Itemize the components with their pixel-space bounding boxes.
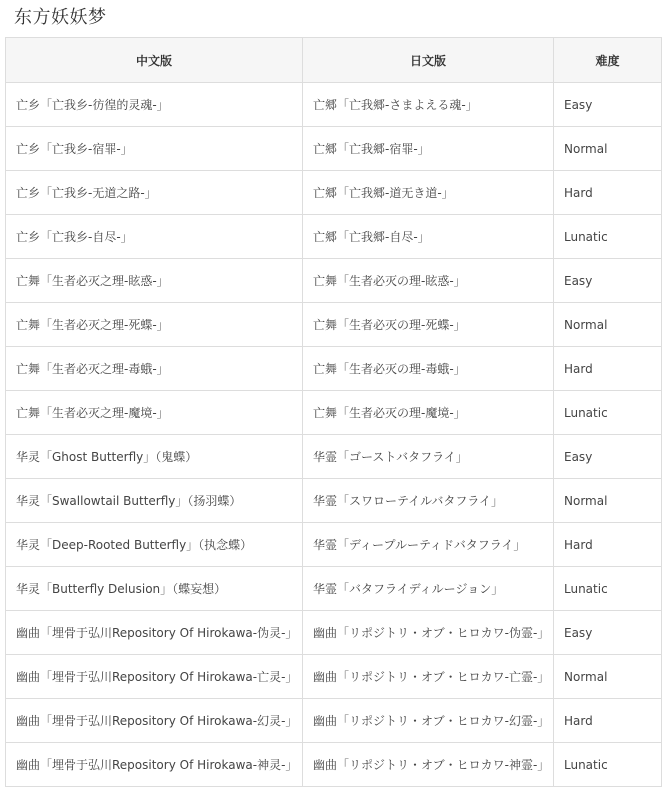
- table-row: [6, 347, 662, 391]
- table-row: [6, 127, 662, 171]
- cell-difficulty: Normal: [554, 303, 662, 347]
- cell-japanese-name: 亡郷「亡我郷-宿罪-」: [303, 127, 554, 171]
- cell-chinese-name: 幽曲「埋骨于弘川Repository Of Hirokawa-幻灵-」: [6, 699, 303, 743]
- table-row: [6, 259, 662, 303]
- cell-japanese-name: 华霊「ディープルーティドバタフライ」: [303, 523, 554, 567]
- table-row: [6, 83, 662, 127]
- table-row: [6, 303, 662, 347]
- cell-japanese-name: 亡舞「生者必灭の理-毒蛾-」: [303, 347, 554, 391]
- cell-difficulty: Normal: [554, 479, 662, 523]
- cell-chinese-name: 幽曲「埋骨于弘川Repository Of Hirokawa-伪灵-」: [6, 611, 303, 655]
- table-row: [6, 171, 662, 215]
- cell-chinese-name: 幽曲「埋骨于弘川Repository Of Hirokawa-神灵-」: [6, 743, 303, 787]
- table-row: [6, 699, 662, 743]
- column-header-japanese: 日文版: [303, 38, 554, 83]
- cell-chinese-name: 亡乡「亡我乡-无道之路-」: [6, 171, 303, 215]
- cell-chinese-name: 华灵「Swallowtail Butterfly」（扬羽蝶）: [6, 479, 303, 523]
- cell-japanese-name: 亡郷「亡我郷-さまよえる魂-」: [303, 83, 554, 127]
- table-row: [6, 743, 662, 787]
- table-row: [6, 523, 662, 567]
- cell-difficulty: Hard: [554, 171, 662, 215]
- page-title: 东方妖妖梦: [14, 7, 107, 28]
- table-row: [6, 215, 662, 259]
- cell-chinese-name: 华灵「Deep-Rooted Butterfly」（执念蝶）: [6, 523, 303, 567]
- table-row: [6, 655, 662, 699]
- cell-japanese-name: 幽曲「リポジトリ・オブ・ヒロカワ-幻霊-」: [303, 699, 554, 743]
- cell-difficulty: Easy: [554, 435, 662, 479]
- cell-difficulty: Normal: [554, 655, 662, 699]
- cell-japanese-name: 华霊「バタフライディルージョン」: [303, 567, 554, 611]
- cell-japanese-name: 幽曲「リポジトリ・オブ・ヒロカワ-神霊-」: [303, 743, 554, 787]
- cell-difficulty: Easy: [554, 259, 662, 303]
- cell-chinese-name: 亡乡「亡我乡-自尽-」: [6, 215, 303, 259]
- column-header-chinese: 中文版: [6, 38, 303, 83]
- cell-difficulty: Hard: [554, 347, 662, 391]
- cell-chinese-name: 亡舞「生者必灭之理-眩惑-」: [6, 259, 303, 303]
- cell-chinese-name: 亡舞「生者必灭之理-死蝶-」: [6, 303, 303, 347]
- table-row: [6, 435, 662, 479]
- cell-difficulty: Hard: [554, 699, 662, 743]
- cell-difficulty: Lunatic: [554, 743, 662, 787]
- column-header-difficulty: 难度: [554, 38, 662, 83]
- cell-japanese-name: 亡舞「生者必灭の理-死蝶-」: [303, 303, 554, 347]
- spell-card-table: [5, 37, 662, 787]
- cell-chinese-name: 华灵「Ghost Butterfly」（鬼蝶）: [6, 435, 303, 479]
- table-row: [6, 479, 662, 523]
- table-row: [6, 567, 662, 611]
- cell-japanese-name: 幽曲「リポジトリ・オブ・ヒロカワ-伪霊-」: [303, 611, 554, 655]
- cell-chinese-name: 亡舞「生者必灭之理-魔境-」: [6, 391, 303, 435]
- cell-japanese-name: 华霊「スワローテイルバタフライ」: [303, 479, 554, 523]
- cell-japanese-name: 亡郷「亡我郷-自尽-」: [303, 215, 554, 259]
- cell-difficulty: Lunatic: [554, 567, 662, 611]
- cell-difficulty: Normal: [554, 127, 662, 171]
- table-header-row: [6, 38, 662, 83]
- cell-difficulty: Hard: [554, 523, 662, 567]
- cell-chinese-name: 亡乡「亡我乡-宿罪-」: [6, 127, 303, 171]
- cell-chinese-name: 亡乡「亡我乡-彷徨的灵魂-」: [6, 83, 303, 127]
- cell-japanese-name: 亡郷「亡我郷-道无き道-」: [303, 171, 554, 215]
- cell-difficulty: Easy: [554, 611, 662, 655]
- cell-chinese-name: 幽曲「埋骨于弘川Repository Of Hirokawa-亡灵-」: [6, 655, 303, 699]
- cell-japanese-name: 幽曲「リポジトリ・オブ・ヒロカワ-亡霊-」: [303, 655, 554, 699]
- cell-difficulty: Lunatic: [554, 391, 662, 435]
- table-row: [6, 611, 662, 655]
- table-row: [6, 391, 662, 435]
- cell-japanese-name: 亡舞「生者必灭の理-眩惑-」: [303, 259, 554, 303]
- cell-chinese-name: 亡舞「生者必灭之理-毒蛾-」: [6, 347, 303, 391]
- cell-japanese-name: 亡舞「生者必灭の理-魔境-」: [303, 391, 554, 435]
- cell-difficulty: Lunatic: [554, 215, 662, 259]
- cell-japanese-name: 华霊「ゴーストバタフライ」: [303, 435, 554, 479]
- cell-difficulty: Easy: [554, 83, 662, 127]
- cell-chinese-name: 华灵「Butterfly Delusion」（蝶妄想）: [6, 567, 303, 611]
